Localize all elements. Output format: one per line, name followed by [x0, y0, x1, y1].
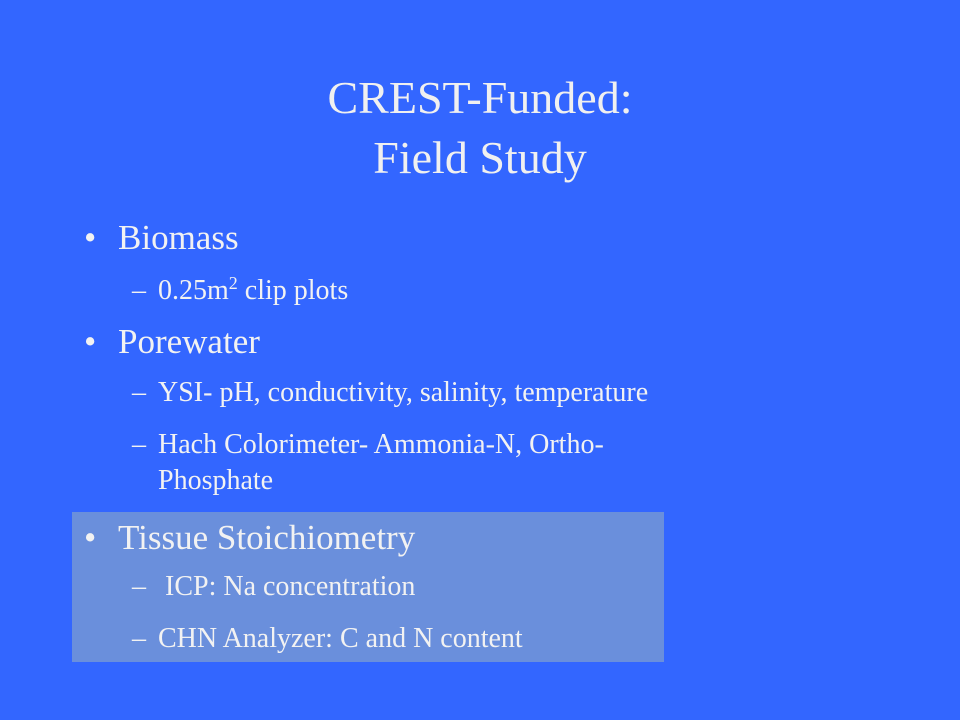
bullet-tissue-stoichiometry [84, 518, 415, 558]
sub-dash: – [132, 377, 146, 408]
sub-item-hach [132, 428, 604, 462]
bullet-dot: • [84, 322, 97, 361]
bullet-porewater [84, 322, 260, 362]
bullet-label: Biomass [118, 218, 239, 257]
bullet-dot: • [84, 518, 97, 557]
sub-dash: – [132, 623, 146, 654]
bullet-label: Porewater [118, 322, 260, 361]
sub-item-ysi [132, 376, 648, 410]
sub-text-line-2: Phosphate [158, 465, 274, 496]
title-line-1: CREST-Funded: [327, 72, 633, 123]
bullet-label: Tissue Stoichiometry [118, 518, 416, 557]
sub-dash: – [132, 571, 146, 602]
sub-item-clip-plots [132, 274, 348, 308]
sub-text: CHN Analyzer: C and N content [158, 623, 523, 654]
bullet-dot: • [84, 218, 97, 257]
sub-text: ICP: Na concentration [158, 571, 416, 602]
sub-item-hach-continued [158, 464, 273, 498]
sub-dash: – [132, 429, 146, 460]
sub-text-pre: 0.25m [158, 275, 229, 306]
sub-item-chn [132, 622, 523, 656]
sub-text-post: clip plots [237, 275, 349, 306]
sub-text: YSI- pH, conductivity, salinity, temperature [158, 377, 649, 408]
sub-dash: – [132, 275, 146, 306]
sub-text-line-1: Hach Colorimeter- Ammonia-N, Ortho- [158, 429, 604, 460]
bullet-biomass [84, 218, 239, 258]
sub-superscript: 2 [228, 273, 238, 293]
slide-title [0, 68, 960, 188]
sub-item-icp [132, 570, 415, 604]
title-line-2: Field Study [373, 132, 587, 183]
